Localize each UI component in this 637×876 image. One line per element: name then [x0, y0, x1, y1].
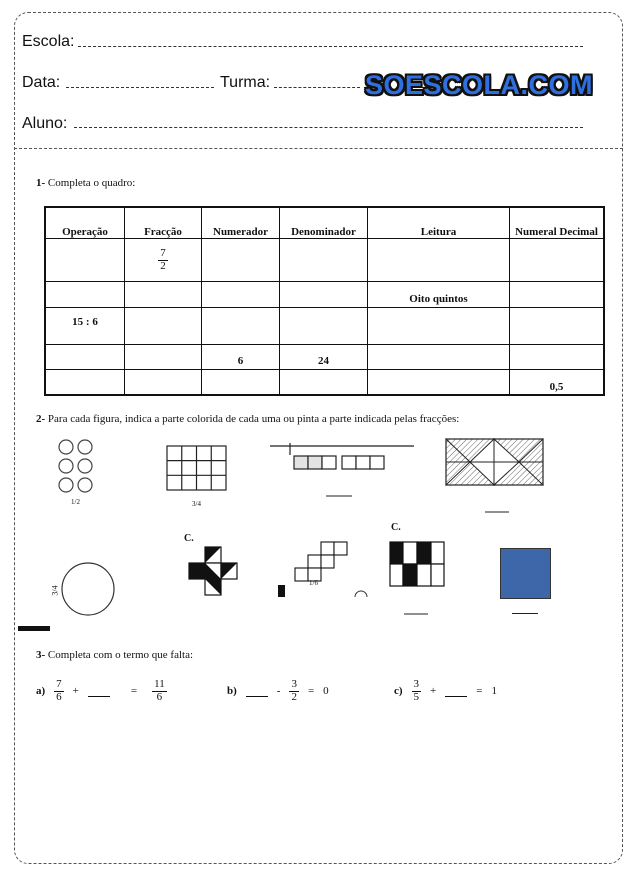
fractions-table [44, 206, 605, 396]
eq-b-label: b) [227, 685, 237, 698]
table-header-row [45, 207, 604, 239]
cell-fraction [125, 239, 202, 282]
frac-numerator: 3 [291, 678, 297, 690]
col-operacao: Operação [45, 207, 125, 239]
table-row [45, 344, 604, 370]
six-circles-figure [55, 438, 100, 494]
eq-a-equals: = [130, 685, 138, 698]
big-circle-fraction: 3/4 [50, 585, 60, 596]
cell[interactable] [510, 282, 605, 308]
dark-mark [18, 626, 50, 631]
bar-figure [268, 441, 416, 501]
eq-b-minus: - [276, 685, 281, 698]
eq-b-fraction [289, 679, 299, 703]
col-denominador: Denominador [280, 207, 368, 239]
cell[interactable] [368, 308, 510, 344]
cell[interactable] [125, 282, 202, 308]
cell[interactable] [280, 308, 368, 344]
table-row [45, 282, 604, 308]
cell[interactable] [510, 344, 605, 370]
cell[interactable] [45, 282, 125, 308]
cell-denominador: 24 [280, 344, 368, 370]
cell[interactable] [368, 344, 510, 370]
q1-title [36, 177, 135, 189]
blue-square-figure [500, 548, 551, 599]
cell[interactable] [125, 308, 202, 344]
escola-field[interactable] [78, 46, 583, 47]
frac-numerator: 7 [56, 678, 62, 690]
equation-c [394, 679, 497, 703]
cell[interactable] [125, 370, 202, 395]
q2-title [36, 413, 459, 425]
eq-c-plus: + [430, 685, 437, 698]
grid-figure [166, 445, 227, 491]
turma-label: Turma: [220, 74, 271, 91]
frac-numerator: 7 [160, 247, 166, 260]
eq-b-blank[interactable] [246, 686, 268, 697]
table-row [45, 370, 604, 395]
blue-square-answer[interactable] [512, 613, 538, 614]
col-fraccao: Fracção [125, 207, 202, 239]
table-row [45, 308, 604, 344]
equation-a [36, 679, 167, 703]
eq-a-blank[interactable] [88, 686, 110, 697]
bars-label: C. [391, 522, 401, 533]
q1-prompt: Completa o quadro: [47, 177, 136, 189]
cell[interactable] [280, 282, 368, 308]
cell[interactable] [125, 344, 202, 370]
cell[interactable] [280, 239, 368, 282]
big-circle-figure [60, 561, 116, 617]
eq-c-label: c) [394, 685, 403, 698]
stair-figure [276, 540, 356, 598]
q2-number: 2- [36, 413, 46, 425]
frac-denominator: 2 [291, 690, 297, 703]
cell[interactable] [202, 282, 280, 308]
frac-numerator: 3 [413, 678, 420, 690]
cell[interactable] [202, 370, 280, 395]
escola-label: Escola: [22, 33, 75, 50]
eq-c-fraction [412, 679, 422, 703]
cell[interactable] [510, 308, 605, 344]
cross-label: C. [184, 533, 194, 544]
aluno-field[interactable] [74, 127, 583, 128]
frac-denominator: 5 [413, 690, 420, 703]
cell[interactable] [45, 344, 125, 370]
frac-numerator: 11 [154, 678, 165, 690]
fraction-7-2 [158, 248, 168, 272]
eq-b-equals: = [307, 685, 315, 698]
blue-square-fill [501, 549, 550, 598]
arc-mark [353, 586, 369, 598]
frac-denominator: 6 [156, 690, 163, 703]
cell[interactable] [45, 370, 125, 395]
eq-c-result: 1 [491, 685, 497, 698]
cross-figure [186, 544, 242, 608]
bars-figure [388, 540, 448, 620]
cell-operacao: 15 : 6 [45, 308, 125, 344]
cell-decimal: 0,5 [510, 370, 605, 395]
header-divider [14, 148, 623, 149]
data-label: Data: [22, 74, 61, 91]
cell[interactable] [45, 239, 125, 282]
q3-title [36, 649, 193, 661]
cell[interactable] [368, 239, 510, 282]
q2-prompt: Para cada figura, indica a parte colorida de cada uma ou pinta a parte indicada pelas fracções: [47, 413, 460, 425]
eq-a-fraction-1 [54, 679, 64, 703]
col-leitura: Leitura [368, 207, 510, 239]
eq-a-label: a) [36, 685, 46, 698]
q3-prompt: Completa com o termo que falta: [47, 649, 194, 661]
eq-a-fraction-2 [152, 679, 167, 703]
cell[interactable] [202, 308, 280, 344]
eq-c-equals: = [476, 685, 483, 698]
cell[interactable] [202, 239, 280, 282]
triangles-figure [445, 438, 545, 518]
eq-a-plus: + [72, 685, 79, 698]
col-numerador: Numerador [202, 207, 280, 239]
cell-numerador: 6 [202, 344, 280, 370]
frac-denominator: 2 [160, 259, 166, 272]
q3-number: 3- [36, 649, 46, 661]
q1-number: 1- [36, 177, 46, 189]
grid-fraction: 3/4 [192, 500, 201, 508]
table-row [45, 239, 604, 282]
turma-field[interactable] [274, 87, 360, 88]
frac-denominator: 6 [56, 690, 62, 703]
data-field[interactable] [66, 87, 214, 88]
col-decimal: Numeral Decimal [510, 207, 605, 239]
cell[interactable] [280, 370, 368, 395]
eq-b-result: 0 [323, 685, 329, 698]
cell-leitura: Oito quintos [368, 282, 510, 308]
logo: SOESCOLA.COM [365, 70, 594, 100]
eq-c-blank[interactable] [445, 686, 467, 697]
circles-fraction: 1/2 [71, 498, 80, 506]
aluno-label: Aluno: [22, 115, 68, 132]
cell[interactable] [510, 239, 605, 282]
cell[interactable] [368, 370, 510, 395]
stair-fraction: 1/6 [309, 579, 318, 587]
equation-b [227, 679, 329, 703]
